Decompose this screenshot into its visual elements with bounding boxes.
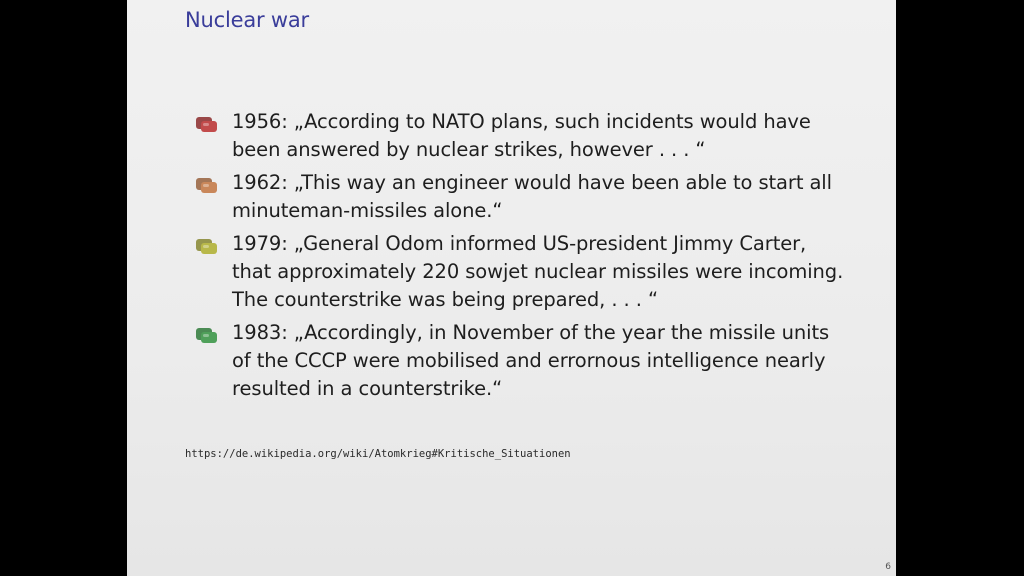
orange-bullet-icon bbox=[195, 176, 221, 194]
list-item bbox=[195, 108, 895, 164]
list-item-text: 1983: „Accordingly, in November of the year the missile units of the CCCP were mobilised and errornous intelligence nearly resulted in a counterstrike.“ bbox=[232, 321, 830, 400]
list-item-text: 1962: „This way an engineer would have been able to start all minuteman-missiles alone.“ bbox=[232, 171, 832, 222]
slide-title: Nuclear war bbox=[185, 8, 309, 32]
red-bullet-icon bbox=[195, 115, 221, 133]
source-url: https://de.wikipedia.org/wiki/Atomkrieg#Kritische_Situationen bbox=[185, 448, 571, 460]
list-item-text: 1956: „According to NATO plans, such incidents would have been answered by nuclear strikes, however . . . “ bbox=[232, 110, 811, 161]
slide bbox=[127, 0, 896, 576]
bullet-list bbox=[195, 108, 895, 408]
yellow-bullet-icon bbox=[195, 237, 221, 255]
page-number: 6 bbox=[885, 562, 891, 572]
list-item-text: 1979: „General Odom informed US-president Jimmy Carter, that approximately 220 sowjet nuclear missiles were incoming. The counterstrike was being prepared, . . . “ bbox=[232, 232, 844, 311]
green-bullet-icon bbox=[195, 326, 221, 344]
list-item bbox=[195, 230, 895, 314]
list-item bbox=[195, 169, 895, 225]
list-item bbox=[195, 319, 895, 403]
